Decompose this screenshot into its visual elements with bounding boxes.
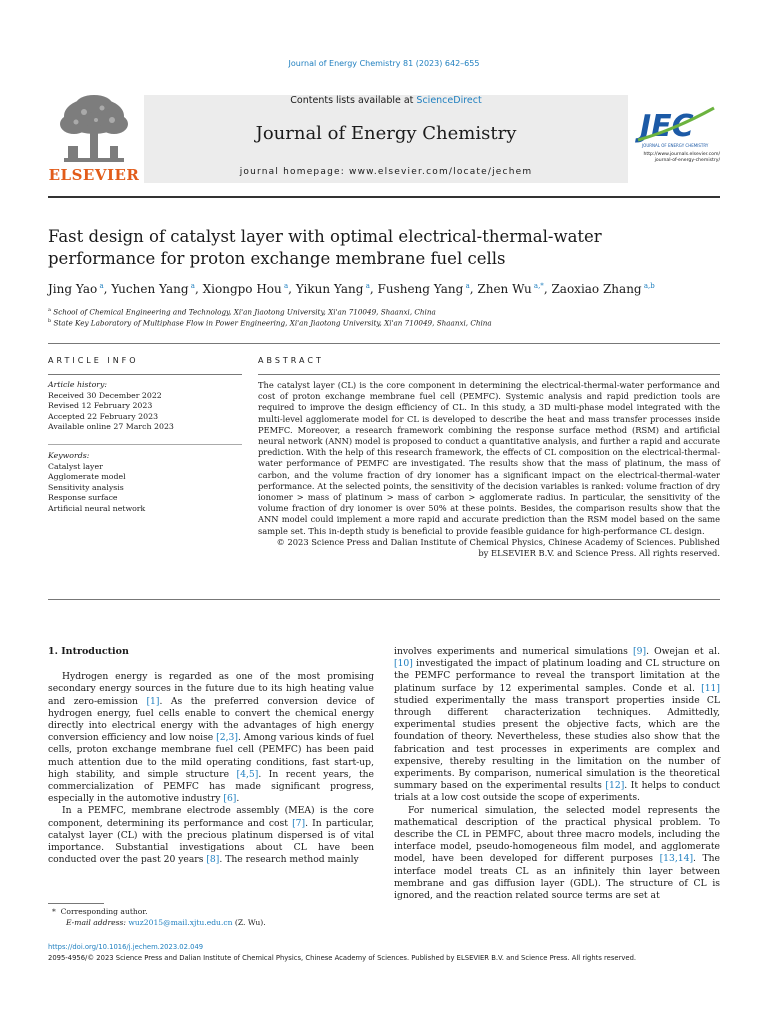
paragraph-text: . It helps to conduct trials at a low cost outside the scope of experiments.: [394, 780, 720, 804]
footnote-marker: *: [52, 907, 56, 916]
keyword-item: Agglomerate model: [48, 472, 126, 481]
author-affiliation-marker[interactable]: a,b: [641, 282, 655, 290]
citation-link[interactable]: [12]: [605, 780, 625, 792]
intro-paragraph-3: [394, 646, 720, 805]
affiliation-a-text: School of Chemical Engineering and Technology, Xi'an Jiaotong University, Xi'an 710049, Shaanxi, China: [53, 307, 436, 317]
paper-title-line-1: Fast design of catalyst layer with optimal electrical-thermal-water: [48, 227, 602, 246]
citation-link[interactable]: [11]: [701, 682, 720, 694]
journal-reference[interactable]: Journal of Energy Chemistry 81 (2023) 642–655: [288, 59, 480, 68]
author-separator: ,: [543, 282, 552, 296]
paragraph-text: involves experiments and numerical simulations: [394, 646, 634, 657]
issn-copyright: 2095-4956/© 2023 Science Press and Dalian Institute of Chemical Physics, Chinese Academy of Sciences. Published by ELSEVIER B.V. and Science Press. All rights reserved.: [48, 954, 637, 962]
author-name: Yikun Yang: [295, 282, 364, 296]
footnote-corresponding: [52, 906, 352, 917]
keyword-item: Catalyst layer: [48, 461, 103, 471]
paragraph-text: Hydrogen energy is regarded as one of the most promising secondary energy sources in the future due to its high heating value and zero-emission: [48, 671, 374, 707]
jec-logo[interactable]: [634, 100, 720, 154]
contents-line: [144, 95, 628, 106]
citation-link[interactable]: [7]: [292, 817, 306, 829]
elsevier-wordmark: ELSEVIER: [48, 166, 140, 184]
history-item: Revised 12 February 2023: [48, 401, 153, 410]
doi-link[interactable]: https://doi.org/10.1016/j.jechem.2023.02.049: [48, 943, 204, 951]
corresponding-email-link[interactable]: wuz2015@mail.xjtu.edu.cn: [128, 918, 233, 927]
author-name: Yuchen Yang: [111, 282, 189, 296]
paragraph-text: . The research method mainly: [219, 854, 359, 866]
abstract-rule: [258, 374, 720, 375]
footnote-email: [52, 917, 352, 928]
paragraph-text: studied experimentally the mass transport properties inside CL through different characterization techniques. Admittedly, experimental studies present the objective facts, which are the foundation of theory. Nevertheless, these studies also show that the fabrication and test processes in experiments are complex and expensive, thereby resulting in the limitation on the number of experiments. By comparison, numerical simulation is the theoretical summary based on the experimental results: [394, 694, 720, 792]
affiliation-b: [48, 318, 720, 327]
keyword-item: Artificial neural network: [48, 503, 146, 513]
keyword-item: Sensitivity analysis: [48, 482, 124, 492]
author-separator: ,: [369, 282, 378, 296]
citation-link[interactable]: [1]: [146, 695, 160, 707]
footnote-rule: [48, 903, 104, 904]
author-list: [48, 282, 720, 296]
abstract-copyright: [258, 537, 720, 559]
paper-title: [48, 226, 720, 270]
elsevier-logo[interactable]: [48, 92, 140, 192]
author-separator: ,: [288, 282, 296, 296]
intro-paragraph-2: [48, 805, 374, 866]
jec-url-line-2: journal-of-energy-chemistry/: [654, 158, 720, 163]
affiliation-a: [48, 307, 720, 316]
section-heading-introduction: 1. Introduction: [48, 646, 129, 657]
sciencedirect-link[interactable]: ScienceDirect: [416, 95, 482, 106]
keywords-label: Keywords:: [48, 451, 90, 460]
citation-link[interactable]: [4,5]: [236, 768, 259, 780]
paragraph-text: investigated the impact of platinum loading and CL structure on the PEMFC performance to reveal the transport limitation at the platinum surface by 12 experimental samples. Conde et al.: [394, 658, 720, 694]
abstract-body: [258, 380, 720, 559]
author-name: Zaoxiao Zhang: [551, 282, 642, 296]
article-info-heading: ARTICLE INFO: [48, 356, 139, 365]
left-column: [48, 646, 374, 866]
paragraph-text: For numerical simulation, the selected model represents the mathematical description of the practical physical problem. To describe the CL in PEMFC, about three macro models, including the interface model, pseudo-homogeneous film model, and agglomerate model, have been developed for different purposes: [394, 804, 720, 865]
footnote: [52, 906, 352, 928]
author-name: Zhen Wu: [477, 282, 532, 296]
intro-paragraph-4: [394, 805, 720, 903]
paragraph-text: . As the preferred conversion device of hydrogen energy, fuel cells enable to convert the chemical energy directly into electrical energy with the advantages of high energy conversion efficiency and low noise: [48, 695, 374, 744]
jec-swoosh-icon: [634, 100, 720, 154]
citation-link[interactable]: [10]: [394, 658, 413, 670]
paragraph-text: . Among various kinds of fuel cells, proton exchange membrane fuel cell (PEMFC) has been paid much attention due to the mild operating conditions, fast start-up, high stability, and simple structure: [48, 732, 374, 780]
affiliation-b-marker: b: [48, 318, 52, 324]
citation-link[interactable]: [9]: [633, 646, 647, 657]
author-affiliation-marker[interactable]: a: [97, 282, 104, 290]
keywords: [48, 451, 242, 514]
paragraph-text: . The interface model treats CL as an infinitely thin layer between membrane and gas diffusion layer (GDL). The structure of CL is ignored, and the reaction related source terms are set at: [394, 853, 720, 902]
citation-link[interactable]: [2,3]: [216, 732, 238, 744]
abstract-bottom-rule: [48, 599, 720, 600]
history-item: Received 30 December 2022: [48, 390, 162, 400]
jec-logo-sub: JOURNAL OF ENERGY CHEMISTRY: [642, 143, 709, 148]
journal-homepage[interactable]: journal homepage: www.elsevier.com/locate/jechem: [239, 167, 533, 177]
author-affiliation-marker[interactable]: a: [363, 282, 370, 290]
jec-url[interactable]: [626, 152, 720, 164]
citation-link[interactable]: [8]: [206, 854, 220, 866]
jec-logo-letters: JEC: [640, 109, 694, 144]
abstract-text: The catalyst layer (CL) is the core component in determining the electrical-thermal-water performance and cost of proton exchange membrane fuel cell (PEMFC). Systemic analysis and rapid prediction tools are required to improve the design efficiency of CL. In this study, a 3D multi-phase model integrated with the multi-level agglomerate model for CL is developed to describe the heat and mass transfer processes inside PEMFC. Moreover, a research framework combining the response surface method (RSM) and artificial neural network (ANN) model is proposed to conduct a quantitative analysis, and further a rapid and accurate prediction. With the help of this research framework, the effects of CL composition on the electrical-thermal-water performance of PEMFC are investigated. The results show that the mass of platinum, the mass of carbon, and the volume fraction of dry ionomer has a significant impact on the electrical-thermal-water performance. At the selected points, the sensitivity of the decision variables is ranked: volume fraction of dry ionomer > mass of platinum > mass of carbon > agglomerate radius. In particular, the sensitivity of the volume fraction of dry ionomer is over 50% at these points. Besides, the comparison results show that the ANN model could implement a more rapid and accurate prediction than the RSM model based on the same sample set. This in-depth study is beneficial to provide feasible guidance for high-performance CL design.: [258, 380, 720, 536]
paper-title-line-2: performance for proton exchange membrane fuel cells: [48, 249, 506, 268]
paragraph-text: In a PEMFC, membrane electrode assembly (MEA) is the core component, determining its performance and cost: [48, 805, 374, 829]
history-item: Accepted 22 February 2023: [48, 411, 159, 421]
paragraph-text: . Owejan et al.: [646, 646, 721, 657]
author-affiliation-marker[interactable]: a: [188, 282, 195, 290]
citation-link[interactable]: [6]: [223, 793, 237, 805]
affiliation-rule: [48, 343, 720, 344]
author-affiliation-marker[interactable]: a: [281, 282, 289, 290]
masthead-rule: [48, 196, 720, 198]
author-affiliation-marker[interactable]: a: [463, 282, 470, 290]
paragraph-text: . In recent years, the commercialization of PEMFC has made significant progress, especially in the automotive industry: [48, 768, 374, 805]
history-keywords-rule: [48, 444, 242, 445]
author-name: Jing Yao: [48, 282, 98, 296]
affiliation-a-marker: a: [48, 307, 51, 313]
keyword-item: Response surface: [48, 493, 118, 502]
intro-paragraph-1: [48, 671, 374, 805]
contents-prefix: Contents lists available at: [290, 95, 417, 106]
author-name: Fusheng Yang: [377, 282, 464, 296]
footnote-email-suffix: (Z. Wu).: [232, 918, 266, 927]
article-history: [48, 380, 242, 433]
author-affiliation-marker[interactable]: a,*: [531, 282, 544, 290]
jec-url-line-1: http://www.journals.elsevier.com/: [643, 152, 720, 157]
citation-link[interactable]: [13,14]: [659, 853, 694, 865]
keywords-list: [48, 462, 242, 515]
author-name: Xiongpo Hou: [202, 282, 282, 296]
masthead: [48, 92, 720, 192]
footnote-email-label: E-mail address:: [66, 918, 129, 927]
journal-title: Journal of Energy Chemistry: [255, 123, 517, 144]
author-separator: ,: [469, 282, 478, 296]
history-item: Available online 27 March 2023: [48, 422, 174, 431]
right-column: [394, 646, 720, 902]
paragraph-text: . In particular, catalyst layer (CL) with the precious platinum dispersed is of vital importance. Substantial investigations about CL have been conducted over the past 20 years: [48, 817, 374, 866]
author-separator: ,: [194, 282, 203, 296]
elsevier-tree-icon: [54, 94, 134, 166]
affiliation-b-text: State Key Laboratory of Multiphase Flow in Power Engineering, Xi'an Jiaotong University, Xi'an 710049, Shaanxi, China: [53, 318, 492, 328]
article-history-label: Article history:: [48, 380, 108, 389]
abstract-copyright-line-2: by ELSEVIER B.V. and Science Press. All rights reserved.: [478, 548, 720, 559]
paragraph-text: .: [236, 793, 240, 805]
author-separator: ,: [103, 282, 112, 296]
masthead-center: [144, 95, 628, 183]
footnote-corresponding-text: Corresponding author.: [60, 907, 148, 916]
article-history-list: [48, 391, 242, 433]
article-info-rule: [48, 374, 242, 375]
abstract-copyright-line-1: © 2023 Science Press and Dalian Institute of Chemical Physics, Chinese Academy of Sciences. Published: [276, 536, 720, 547]
abstract-heading: ABSTRACT: [258, 356, 324, 365]
